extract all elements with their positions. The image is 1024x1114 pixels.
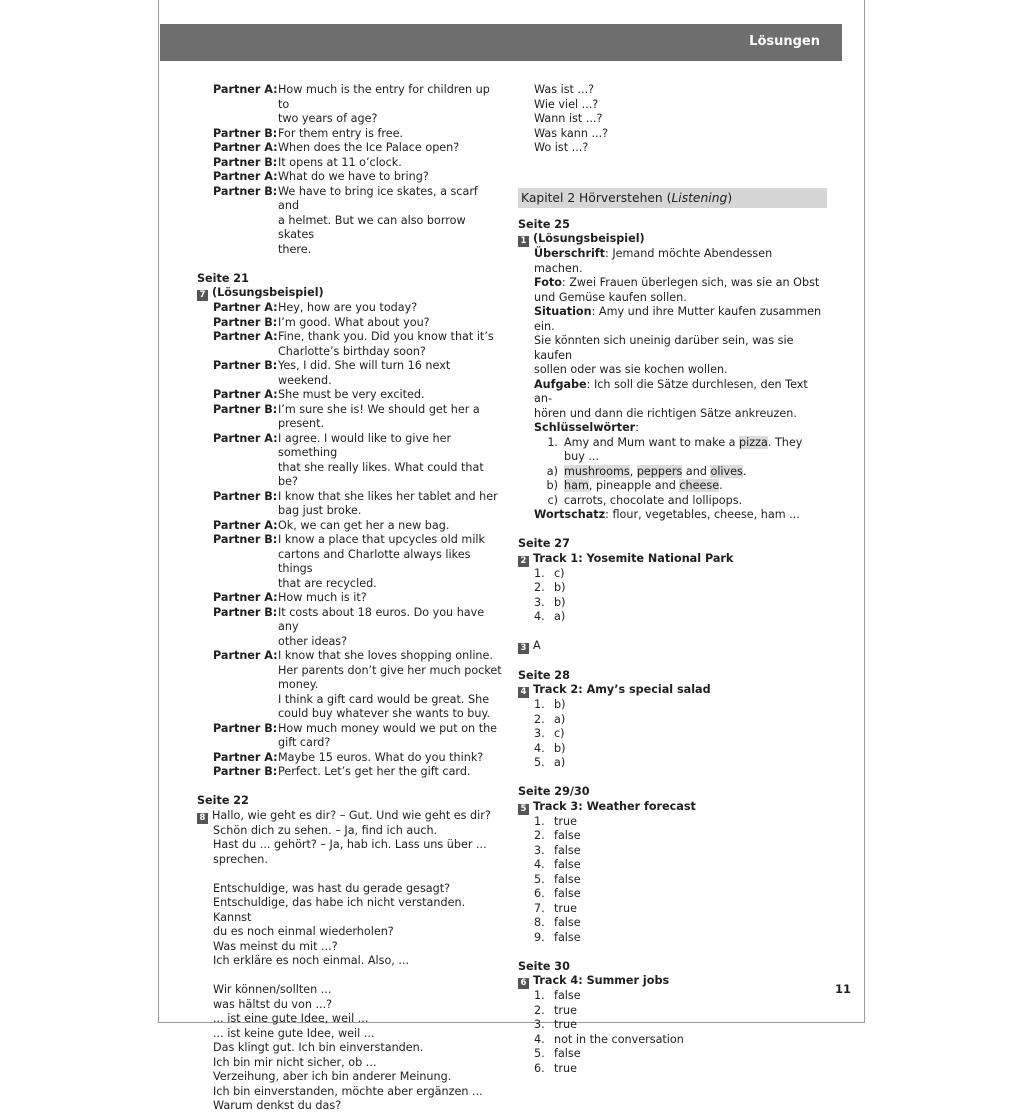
seite-27-heading: Seite 27 <box>518 537 570 550</box>
answer-number: 4. <box>534 858 545 871</box>
speaker-text <box>278 127 502 142</box>
answer-item <box>534 713 823 728</box>
speaker-text <box>278 359 502 388</box>
answer-item <box>534 610 823 625</box>
section-italic: Listening <box>671 190 728 205</box>
section-suffix: ) <box>727 190 733 205</box>
speaker-text <box>278 330 502 359</box>
task-3 <box>518 639 823 654</box>
answers-seite-29-30 <box>518 815 823 946</box>
dialog-line <box>197 765 502 780</box>
answer-item <box>534 858 823 873</box>
answer-item <box>534 887 823 902</box>
answer-item <box>534 698 823 713</box>
page-number: 11 <box>835 982 852 996</box>
speaker-text <box>278 170 502 185</box>
phrases-block-3 <box>197 983 502 1114</box>
answer-item <box>534 829 823 844</box>
dialog-text-line: How much money would we put on the <box>278 721 498 735</box>
dialog-text-line: It costs about 18 euros. Do you have any <box>278 605 485 633</box>
dialog-line <box>197 185 502 258</box>
task-title: Track 2: Amy’s special salad <box>533 683 711 696</box>
answer-item <box>534 916 823 931</box>
answer-value: b) <box>554 698 566 711</box>
answer-value: b) <box>554 741 566 755</box>
speaker-label: Partner A: <box>213 649 278 662</box>
answer-item <box>534 567 823 582</box>
answer-item <box>534 1004 823 1019</box>
speaker-label: Partner B: <box>213 533 278 546</box>
text-line: Wie viel ...? <box>534 97 599 111</box>
answer-value: a) <box>554 610 566 623</box>
dialog-text-line: I’m good. What about you? <box>278 315 430 329</box>
dialog-text-line: I know that she likes her tablet and her <box>278 489 498 503</box>
answer-number: 7. <box>534 901 545 915</box>
task-number-badge: 2 <box>518 556 529 567</box>
keyword-highlight: olives <box>710 464 743 478</box>
text-line: Schön dich zu sehen. – Ja, find ich auch. <box>213 823 438 837</box>
answer-item <box>534 844 823 859</box>
dialog-text-line: that she really likes. What could that be? <box>278 460 484 488</box>
speaker-text <box>278 765 502 780</box>
label-schluesselwoerter: Schlüsselwörter <box>534 421 636 434</box>
answer-number: 3. <box>534 1018 545 1031</box>
speaker-text <box>278 722 502 751</box>
dialog-line <box>197 83 502 127</box>
speaker-label: Partner A: <box>213 141 278 154</box>
keyword-item-1 <box>534 436 823 465</box>
task-label: (Lösungsbeispiel) <box>212 286 324 299</box>
text-line: Was kann ...? <box>534 126 609 140</box>
answer-item <box>534 727 823 742</box>
seite-28-heading: Seite 28 <box>518 668 570 682</box>
text-line: Wo ist ...? <box>534 141 589 154</box>
colon: : <box>635 421 639 434</box>
kw-text: . <box>742 464 747 478</box>
answer-number: 4. <box>534 1032 545 1046</box>
speaker-text <box>278 141 502 156</box>
dialog-text-line: Perfect. Let’s get her the gift card. <box>278 765 471 778</box>
answer-value: not in the conversation <box>554 1032 684 1046</box>
dialog-text-line: bag just broke. <box>278 504 362 517</box>
speaker-label: Partner B: <box>213 721 278 735</box>
speaker-text <box>278 316 502 331</box>
item-number: a) <box>546 464 558 478</box>
text-line: Wann ist ...? <box>534 112 603 125</box>
text-situation: : Amy und ihre Mutter kaufen zusammen ein. <box>534 305 822 333</box>
answer-value: b) <box>554 581 566 594</box>
speaker-text <box>278 490 502 519</box>
answer-item <box>534 1018 823 1033</box>
answer-number: 9. <box>534 930 545 944</box>
answer-item <box>534 873 823 888</box>
dialog-text-line: gift card? <box>278 736 331 749</box>
text-line: Was ist ...? <box>534 83 595 96</box>
answers-seite-27 <box>518 567 823 625</box>
kw-text: , <box>629 464 637 478</box>
dialog-line <box>197 170 502 185</box>
dialog-text-line: We have to bring ice skates, a scarf and <box>278 184 478 212</box>
dialog-line <box>197 533 502 591</box>
dialog-text-line: cartons and Charlotte always likes things <box>278 547 471 575</box>
answer-number: 8. <box>534 916 545 929</box>
answer-number: 4. <box>534 741 545 755</box>
answer-number: 5. <box>534 1047 545 1060</box>
answer-number: 3. <box>534 843 545 857</box>
speaker-text <box>278 301 502 316</box>
answer-value: false <box>554 858 581 871</box>
answer-value: false <box>554 829 581 842</box>
answer-value: false <box>554 930 581 944</box>
dialog-intro <box>197 83 502 257</box>
dialog-text-line: Fine, thank you. Did you know that it’s <box>278 330 494 343</box>
answer-value: true <box>554 1003 577 1017</box>
dialog-line <box>197 316 502 331</box>
label-foto: Foto <box>534 276 562 289</box>
dialog-line <box>197 490 502 519</box>
dialog-text-line: What do we have to bring? <box>278 170 429 183</box>
answer-item <box>534 742 823 757</box>
answer-item <box>534 902 823 917</box>
header-title: Lösungen <box>749 34 820 49</box>
dialog-text-line: Her parents don’t give her much pocket <box>278 663 502 677</box>
dialog-text-line: It opens at 11 o’clock. <box>278 155 402 169</box>
dialog-text-line: could buy whatever she wants to buy. <box>278 707 491 720</box>
dialog-line <box>197 722 502 751</box>
answers-seite-30 <box>518 989 823 1076</box>
seite-22-heading: Seite 22 <box>197 794 249 807</box>
answer-value: false <box>554 843 581 857</box>
label-situation: Situation <box>534 305 592 318</box>
task-8-first-line: Hallo, wie geht es dir? – Gut. Und wie geht es dir? <box>212 808 491 822</box>
seite-29-30-heading: Seite 29/30 <box>518 785 590 798</box>
dialog-text-line: How much is the entry for children up to <box>278 83 490 111</box>
seite-30-heading: Seite 30 <box>518 959 570 973</box>
task-label: (Lösungsbeispiel) <box>533 232 645 245</box>
answer-number: 3. <box>534 727 545 740</box>
dialog-line <box>197 156 502 171</box>
item-number: b) <box>546 479 558 492</box>
answer-value: true <box>554 901 577 915</box>
speaker-label: Partner B: <box>213 359 278 372</box>
keyword-highlight: mushrooms <box>564 464 630 478</box>
phrases-block-1 <box>197 824 502 868</box>
label-aufgabe: Aufgabe <box>534 377 587 391</box>
dialog-text-line: other ideas? <box>278 634 348 648</box>
answer-item <box>534 1047 823 1062</box>
speaker-label: Partner A: <box>213 591 278 604</box>
text-line: Ich bin mir nicht sicher, ob ... <box>213 1055 377 1069</box>
task-number-badge: 7 <box>197 290 208 301</box>
task-number-badge: 6 <box>518 978 529 989</box>
speaker-label: Partner A: <box>213 431 278 445</box>
answer-number: 4. <box>534 610 545 623</box>
text-foto: : Zwei Frauen überlegen sich, was sie an Obst <box>561 276 820 289</box>
task-number-badge: 4 <box>518 687 529 698</box>
dialog-line <box>197 301 502 316</box>
speaker-label: Partner B: <box>213 184 278 198</box>
kw-text: , pineapple and <box>588 479 680 492</box>
speaker-text <box>278 83 502 127</box>
answer-value: c) <box>554 727 565 740</box>
dialog-line <box>197 403 502 432</box>
phrases-block-2 <box>197 882 502 969</box>
speaker-text <box>278 606 502 650</box>
keyword-highlight: cheese <box>679 479 720 492</box>
task-8 <box>197 809 502 824</box>
answer-value: true <box>554 814 577 828</box>
answer-value: a) <box>554 712 566 726</box>
keyword-highlight: ham <box>564 479 589 492</box>
dialog-text-line: When does the Ice Palace open? <box>278 141 460 154</box>
dialog-line <box>197 432 502 490</box>
dialog-text-line: there. <box>278 242 312 256</box>
text-line: Wir können/sollten ... <box>213 983 332 996</box>
speaker-text <box>278 591 502 606</box>
answer-value: a) <box>554 756 566 769</box>
text-wortschatz: : flour, vegetables, cheese, ham ... <box>605 508 800 521</box>
text-line: Verzeihung, aber ich bin anderer Meinung. <box>213 1070 452 1083</box>
task-title: Track 4: Summer jobs <box>533 974 670 987</box>
text-situation-cont-1: Sie könnten sich uneinig darüber sein, was sie kaufen <box>534 334 794 362</box>
seite-25-heading: Seite 25 <box>518 217 570 231</box>
dialog-text-line: I know that she loves shopping online. <box>278 649 493 662</box>
task-1 <box>518 232 823 247</box>
text-line: du es noch einmal wiederholen? <box>213 925 394 938</box>
task-3-answer: A <box>533 639 541 652</box>
answer-value: c) <box>554 566 565 580</box>
dialog-text-line: For them entry is free. <box>278 126 404 140</box>
label-ueberschrift: Überschrift <box>534 247 606 260</box>
kw-text: carrots, chocolate and lollipops. <box>564 493 743 507</box>
seite-21-heading: Seite 21 <box>197 271 249 285</box>
text-line: Was meinst du mit ...? <box>213 939 338 953</box>
dialog-line <box>197 606 502 650</box>
speaker-text <box>278 388 502 403</box>
answer-value: false <box>554 1047 581 1060</box>
answer-value: true <box>554 1018 577 1031</box>
answer-number: 2. <box>534 829 545 842</box>
task-1-body <box>518 247 823 523</box>
dialog-line <box>197 141 502 156</box>
answer-value: false <box>554 887 581 900</box>
dialog-text-line: I’m sure she is! We should get her a <box>278 402 480 416</box>
speaker-label: Partner B: <box>213 126 278 140</box>
text-line: Ich bin einverstanden, möchte aber ergänzen ... <box>213 1084 483 1098</box>
answer-item <box>534 931 823 946</box>
answer-item <box>534 1033 823 1048</box>
text-aufgabe: : Ich soll die Sätze durchlesen, den Text an- <box>534 377 808 405</box>
dialog-text-line: Charlotte’s birthday soon? <box>278 344 426 358</box>
kw-text: and <box>682 464 711 478</box>
dialog-text-line: Yes, I did. She will turn 16 next weekend. <box>278 359 451 387</box>
answer-number: 1. <box>534 989 545 1002</box>
dialog-text-line: I know a place that upcycles old milk <box>278 533 486 546</box>
speaker-label: Partner B: <box>213 765 278 778</box>
speaker-label: Partner A: <box>213 388 278 401</box>
text-line: ... ist eine gute Idee, weil ... <box>213 1012 369 1025</box>
speaker-text <box>278 649 502 722</box>
kw-text: . <box>719 479 723 492</box>
dialog-text-line: I agree. I would like to give her something <box>278 431 452 459</box>
answer-value: b) <box>554 595 566 609</box>
answer-item <box>534 1062 823 1077</box>
task-number-badge: 8 <box>197 813 208 824</box>
right-column <box>518 83 823 1076</box>
answer-number: 5. <box>534 872 545 886</box>
answer-number: 1. <box>534 698 545 711</box>
task-7 <box>197 286 502 301</box>
speaker-text <box>278 156 502 171</box>
answer-number: 1. <box>534 814 545 828</box>
speaker-text <box>278 403 502 432</box>
keyword-item-b <box>534 479 823 494</box>
answer-number: 1. <box>534 566 545 580</box>
text-aufgabe-cont: hören und dann die richtigen Sätze ankreuzen. <box>534 406 797 420</box>
keyword-highlight: peppers <box>636 464 683 478</box>
text-foto-cont: und Gemüse kaufen sollen. <box>534 290 687 304</box>
text-line: was hältst du von ...? <box>213 997 333 1011</box>
task-title: Track 1: Yosemite National Park <box>533 551 734 565</box>
speaker-text <box>278 432 502 490</box>
keyword-highlight: pizza <box>739 435 768 449</box>
task-title: Track 3: Weather forecast <box>533 799 696 813</box>
text-line: Warum denkst du das? <box>213 1099 342 1112</box>
answer-item <box>534 815 823 830</box>
text-line: Ich erkläre es noch einmal. Also, ... <box>213 954 410 967</box>
text-line: Entschuldige, das habe ich nicht verstanden. Kannst <box>213 896 466 924</box>
task-number-badge: 3 <box>518 643 529 654</box>
speaker-label: Partner B: <box>213 402 278 416</box>
section-prefix: Kapitel 2 Hörverstehen ( <box>521 190 672 205</box>
label-wortschatz: Wortschatz <box>534 508 606 521</box>
speaker-text <box>278 751 502 766</box>
answer-item <box>534 596 823 611</box>
text-situation-cont-2: sollen oder was sie kochen wollen. <box>534 363 728 376</box>
speaker-label: Partner B: <box>213 489 278 503</box>
dialog-text-line: I think a gift card would be great. She <box>278 692 490 706</box>
answer-value: false <box>554 989 581 1002</box>
dialog-line <box>197 359 502 388</box>
dialog-line <box>197 127 502 142</box>
dialog-text-line: a helmet. But we can also borrow skates <box>278 213 466 241</box>
answer-item <box>534 581 823 596</box>
dialog-line <box>197 591 502 606</box>
speaker-label: Partner A: <box>213 750 278 764</box>
answer-number: 5. <box>534 756 545 769</box>
speaker-text <box>278 519 502 534</box>
text-ueberschrift: : Jemand möchte Abendessen machen. <box>534 247 773 275</box>
task-6 <box>518 974 823 989</box>
answer-number: 2. <box>534 1003 545 1017</box>
item-number: 1. <box>547 435 558 449</box>
answer-item <box>534 989 823 1004</box>
answer-value: false <box>554 916 581 929</box>
dialog-seite-21 <box>197 301 502 780</box>
kw-text: Amy and Mum want to make a <box>564 435 740 449</box>
speaker-label: Partner A: <box>213 301 278 314</box>
dialog-text-line: Maybe 15 euros. What do you think? <box>278 750 484 764</box>
answer-number: 2. <box>534 712 545 726</box>
dialog-line <box>197 751 502 766</box>
keyword-item-c <box>534 494 823 509</box>
dialog-line <box>197 649 502 722</box>
text-line: sprechen. <box>213 852 268 866</box>
speaker-label: Partner B: <box>213 155 278 169</box>
dialog-text-line: two years of age? <box>278 112 378 125</box>
dialog-text-line: She must be very excited. <box>278 388 425 401</box>
question-list <box>518 83 823 156</box>
task-number-badge: 5 <box>518 804 529 815</box>
task-5 <box>518 800 823 815</box>
keyword-item-a <box>534 465 823 480</box>
dialog-text-line: that are recycled. <box>278 576 377 590</box>
answer-item <box>534 756 823 771</box>
kw-text: . They buy ... <box>564 435 803 463</box>
dialog-text-line: Hey, how are you today? <box>278 301 418 314</box>
answer-value: true <box>554 1061 577 1075</box>
dialog-text-line: Ok, we can get her a new bag. <box>278 518 450 532</box>
task-2 <box>518 552 823 567</box>
dialog-line <box>197 330 502 359</box>
dialog-line <box>197 388 502 403</box>
text-line: Das klingt gut. Ich bin einverstanden. <box>213 1041 424 1054</box>
text-line: Entschuldige, was hast du gerade gesagt? <box>213 881 451 895</box>
dialog-text-line: present. <box>278 417 325 430</box>
answer-number: 6. <box>534 887 545 900</box>
speaker-label: Partner A: <box>213 518 278 532</box>
left-column <box>197 83 502 1114</box>
speaker-label: Partner A: <box>213 83 278 96</box>
text-line: ... ist keine gute Idee, weil ... <box>213 1026 375 1040</box>
speaker-text <box>278 533 502 591</box>
dialog-line <box>197 519 502 534</box>
dialog-text-line: money. <box>278 678 319 691</box>
answer-number: 2. <box>534 581 545 594</box>
speaker-label: Partner A: <box>213 170 278 183</box>
task-4 <box>518 683 823 698</box>
section-bar-kapitel-2 <box>518 188 827 208</box>
header-bar <box>160 24 842 61</box>
speaker-label: Partner B: <box>213 605 278 619</box>
dialog-text-line: How much is it? <box>278 591 367 604</box>
text-line: Hast du ... gehört? – Ja, hab ich. Lass uns über ... <box>213 838 487 851</box>
answer-number: 6. <box>534 1061 545 1075</box>
task-number-badge: 1 <box>518 236 529 247</box>
item-number: c) <box>547 493 558 507</box>
speaker-label: Partner B: <box>213 315 278 329</box>
answer-value: false <box>554 872 581 886</box>
answers-seite-28 <box>518 698 823 771</box>
speaker-text <box>278 185 502 258</box>
speaker-label: Partner A: <box>213 330 278 343</box>
answer-number: 3. <box>534 595 545 609</box>
